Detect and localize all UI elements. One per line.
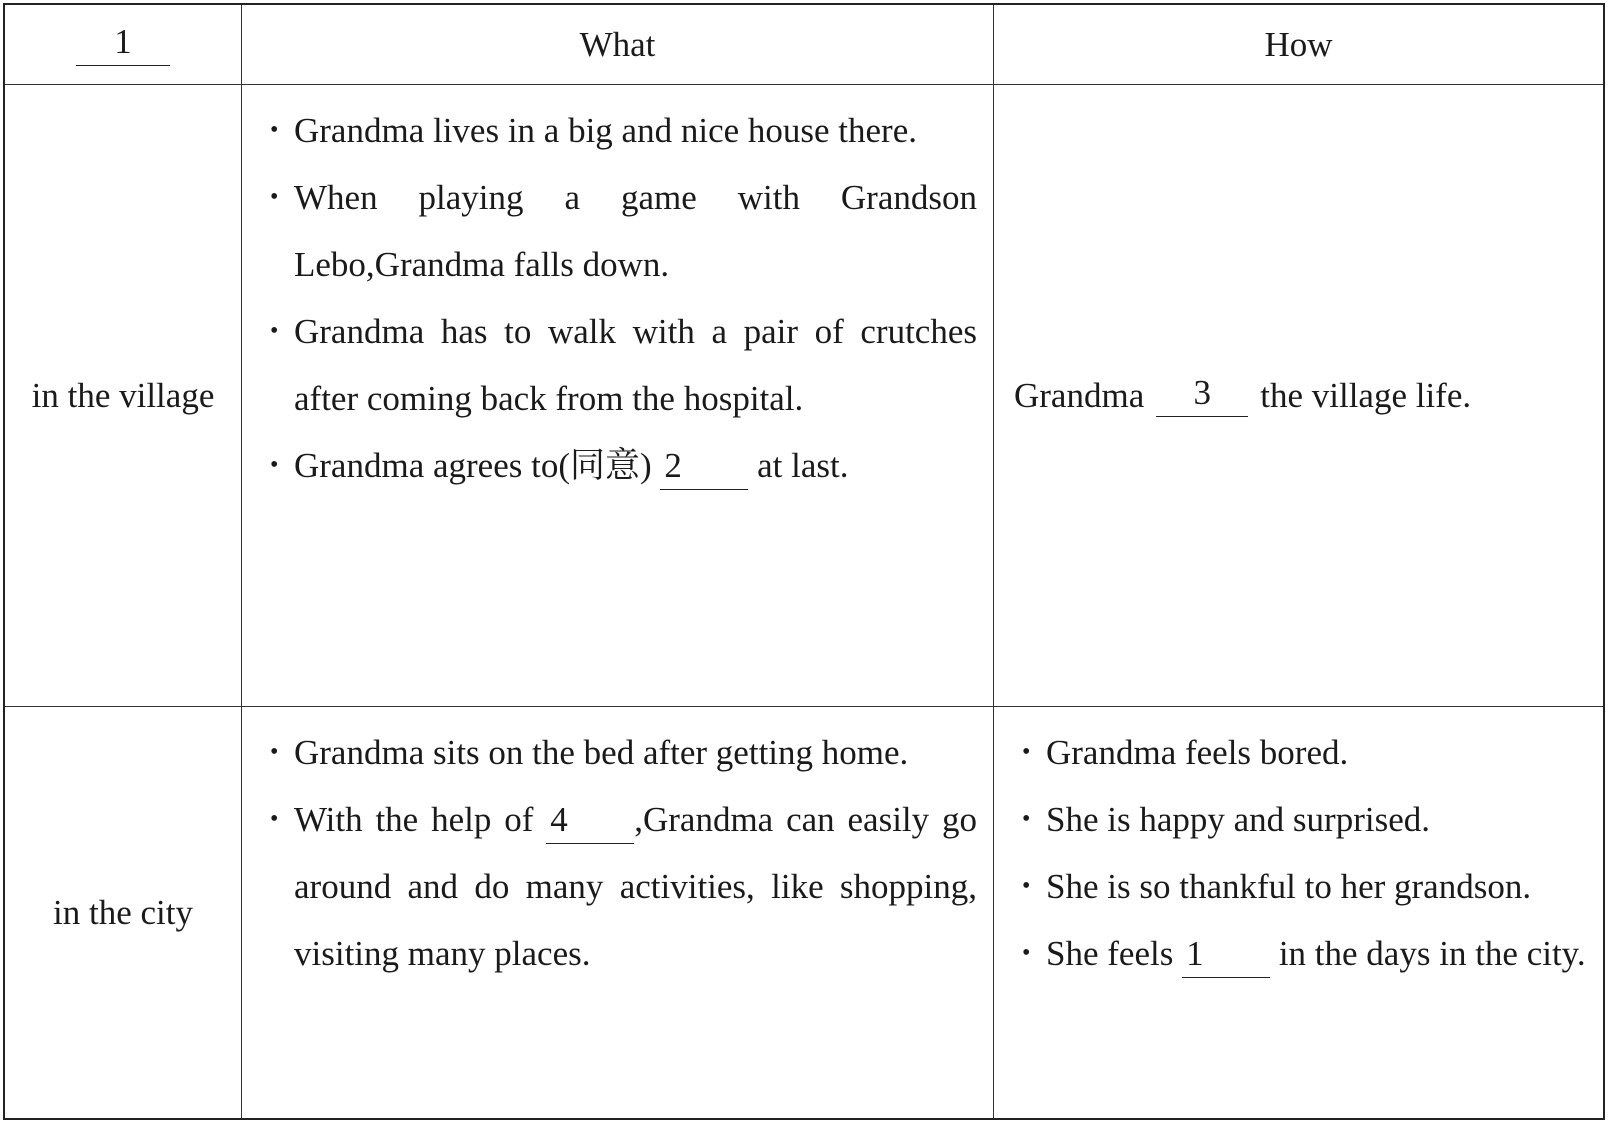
city-how-item-2: • She is happy and surprised. — [1022, 786, 1589, 853]
village-how-pre: Grandma — [1014, 375, 1145, 415]
city-what-item-2 — [270, 786, 977, 987]
city-how-item-4 — [1022, 920, 1589, 987]
header-cell-blank — [5, 5, 242, 85]
city-what-item-2-post: ,Grandma can easily go around and do many activities, like shopping, visiting many places. — [294, 800, 978, 973]
header-cell-how: How — [994, 5, 1603, 85]
header-cell-what: What — [242, 5, 994, 85]
blank-4: 4 — [546, 802, 634, 844]
blank-2: 2 — [660, 448, 748, 490]
info-table — [3, 3, 1605, 1120]
village-what-item-4-post: at last. — [757, 446, 849, 485]
blank-1-city: 1 — [1182, 936, 1270, 978]
village-what-item-1: • Grandma lives in a big and nice house there. — [270, 97, 977, 164]
village-what-cell — [242, 85, 994, 707]
village-what-item-4 — [270, 432, 977, 499]
village-what-item-3: • Grandma has to walk with a pair of crutches after coming back from the hospital. — [270, 298, 977, 432]
city-how-item-3: • She is so thankful to her grandson. — [1022, 853, 1589, 920]
city-how-cell — [994, 707, 1603, 1118]
city-how-item-1: • Grandma feels bored. — [1022, 719, 1589, 786]
village-what-item-4-pre: Grandma agrees to(同意) — [294, 446, 652, 485]
village-what-item-2: • When playing a game with Grandson Lebo,Grandma falls down. — [270, 164, 977, 298]
city-how-item-4-post: in the days in the city. — [1278, 934, 1586, 973]
village-how-post: the village life. — [1260, 375, 1472, 415]
city-what-item-2-pre: With the help of — [294, 800, 534, 839]
city-what-cell — [242, 707, 994, 1118]
row-label-city: in the city — [5, 707, 242, 1118]
city-how-item-4-pre: She feels — [1046, 934, 1174, 973]
village-how-cell — [994, 85, 1603, 707]
city-what-item-1: • Grandma sits on the bed after getting home. — [270, 719, 977, 786]
blank-3: 3 — [1156, 375, 1248, 417]
blank-1-header: 1 — [76, 24, 170, 66]
row-label-village: in the village — [5, 85, 242, 707]
